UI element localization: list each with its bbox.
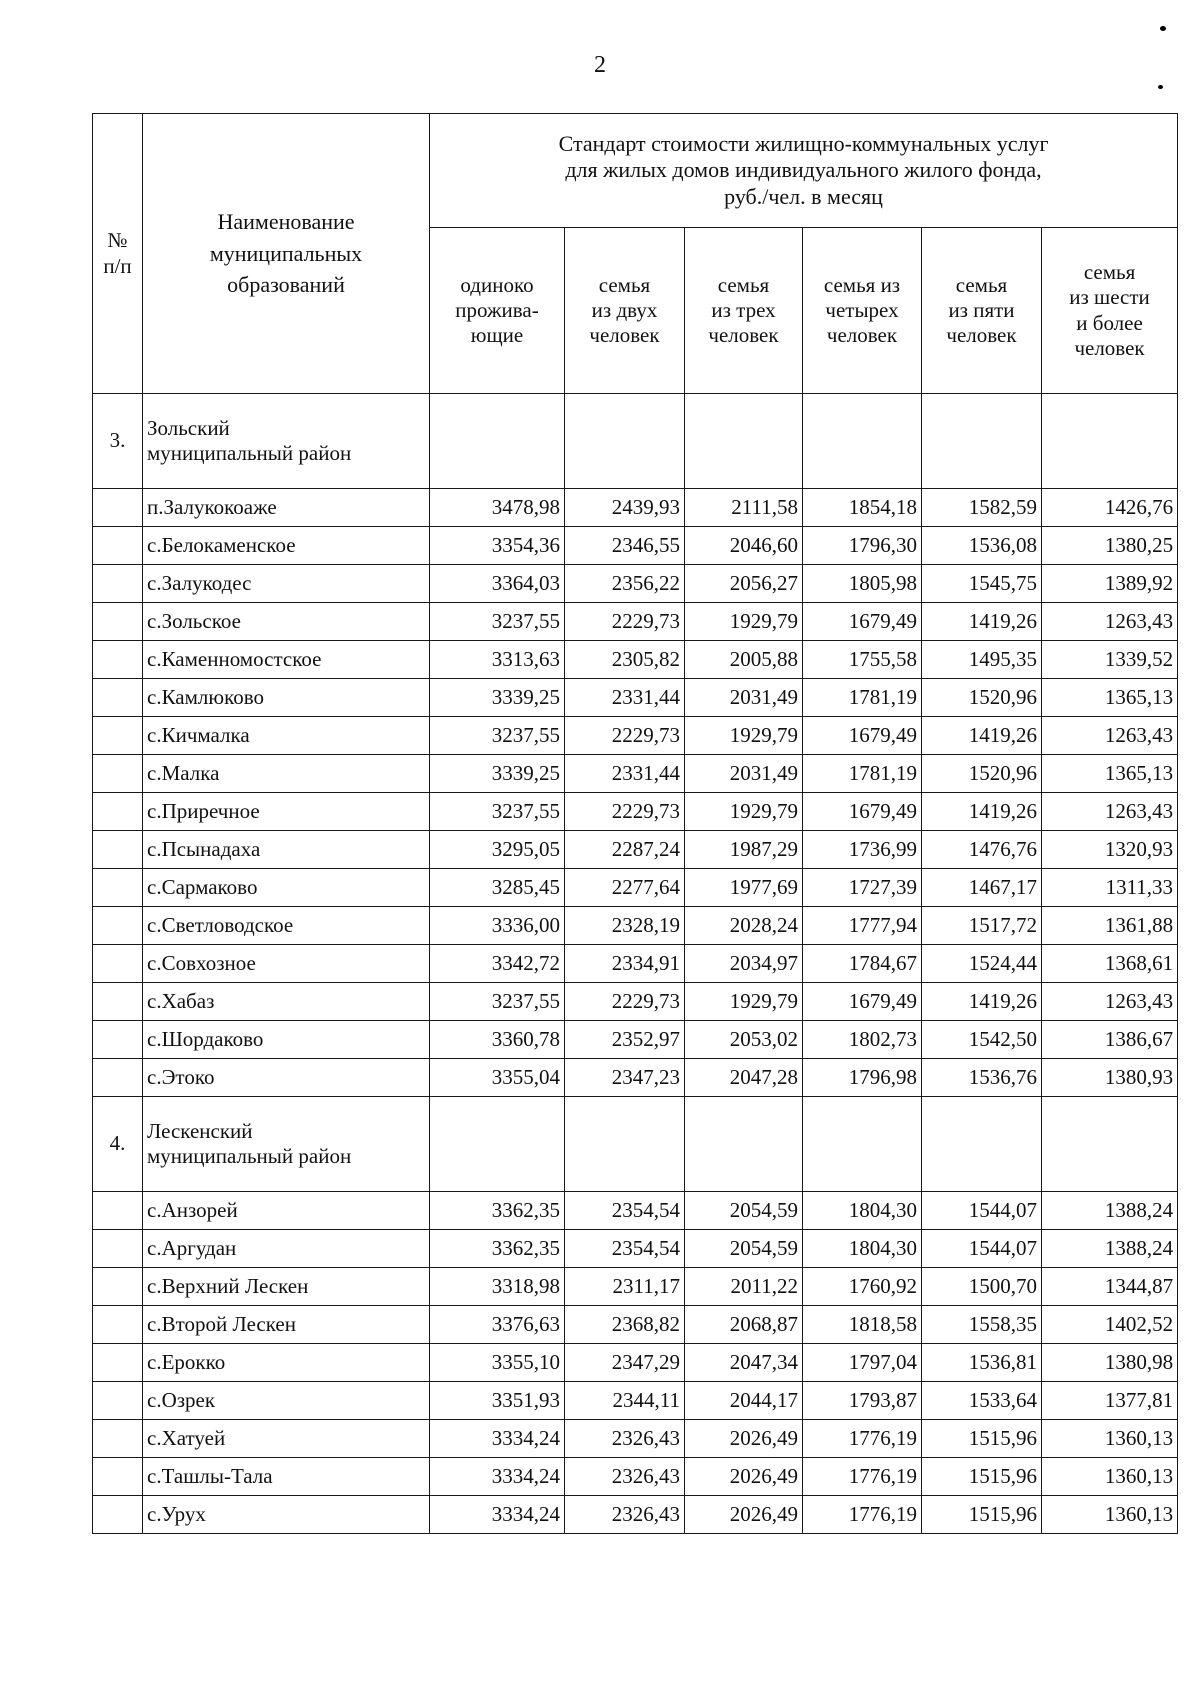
cost-value-4: 1781,19 [803, 755, 922, 793]
group-name [143, 1097, 430, 1192]
header-column-text: прожива- [455, 297, 539, 322]
cost-value-2: 2229,73 [565, 793, 685, 831]
header-cost-standard [430, 114, 1178, 228]
settlement-name: с.Озрек [143, 1382, 430, 1420]
row-num-cell [93, 641, 143, 679]
cost-value-1: 3295,05 [430, 831, 565, 869]
table-row [93, 565, 1178, 603]
cost-value-3: 2044,17 [685, 1382, 803, 1420]
group-row [93, 1097, 1178, 1192]
cost-value-6: 1386,67 [1042, 1021, 1178, 1059]
cost-value-5: 1558,35 [922, 1306, 1042, 1344]
empty-cell [685, 394, 803, 489]
settlement-name: с.Светловодское [143, 907, 430, 945]
cost-value-1: 3360,78 [430, 1021, 565, 1059]
table-row [93, 907, 1178, 945]
group-number: 3. [93, 394, 143, 489]
table-row [93, 603, 1178, 641]
settlement-name: с.Белокаменское [143, 527, 430, 565]
settlement-name: с.Второй Лескен [143, 1306, 430, 1344]
cost-value-3: 2068,87 [685, 1306, 803, 1344]
row-num-cell [93, 869, 143, 907]
table-row [93, 1496, 1178, 1534]
header-column-text: ющие [470, 323, 524, 348]
cost-value-3: 2056,27 [685, 565, 803, 603]
cost-value-2: 2354,54 [565, 1230, 685, 1268]
empty-cell [430, 394, 565, 489]
table-row [93, 1382, 1178, 1420]
header-column-5 [922, 228, 1042, 394]
cost-value-2: 2439,93 [565, 489, 685, 527]
empty-cell [565, 1097, 685, 1192]
cost-value-3: 1987,29 [685, 831, 803, 869]
cost-value-5: 1536,81 [922, 1344, 1042, 1382]
cost-value-5: 1520,96 [922, 679, 1042, 717]
cost-value-6: 1402,52 [1042, 1306, 1178, 1344]
cost-value-1: 3478,98 [430, 489, 565, 527]
group-name-text: Лескенский [147, 1118, 253, 1143]
cost-value-3: 1929,79 [685, 603, 803, 641]
header-name-text: образований [227, 272, 345, 298]
cost-value-5: 1495,35 [922, 641, 1042, 679]
cost-value-6: 1360,13 [1042, 1420, 1178, 1458]
row-num-cell [93, 527, 143, 565]
cost-value-4: 1793,87 [803, 1382, 922, 1420]
header-column-3 [685, 228, 803, 394]
settlement-name: с.Зольское [143, 603, 430, 641]
row-num-cell [93, 1230, 143, 1268]
cost-value-4: 1727,39 [803, 869, 922, 907]
tariff-table [92, 113, 1178, 1534]
settlement-name: с.Псынадаха [143, 831, 430, 869]
cost-value-6: 1361,88 [1042, 907, 1178, 945]
header-column-6 [1042, 228, 1178, 394]
cost-value-5: 1500,70 [922, 1268, 1042, 1306]
cost-value-2: 2368,82 [565, 1306, 685, 1344]
cost-value-1: 3362,35 [430, 1192, 565, 1230]
cost-value-5: 1517,72 [922, 907, 1042, 945]
header-column-text: четырех [825, 297, 899, 322]
table-row [93, 1192, 1178, 1230]
settlement-name: с.Ерокко [143, 1344, 430, 1382]
settlement-name: с.Анзорей [143, 1192, 430, 1230]
table-row [93, 1458, 1178, 1496]
header-column-text: из пяти [948, 297, 1015, 322]
cost-value-2: 2334,91 [565, 945, 685, 983]
cost-value-6: 1263,43 [1042, 793, 1178, 831]
cost-value-2: 2277,64 [565, 869, 685, 907]
cost-value-3: 2054,59 [685, 1230, 803, 1268]
cost-value-6: 1311,33 [1042, 869, 1178, 907]
header-column-text: человек [708, 323, 779, 348]
cost-value-4: 1796,98 [803, 1059, 922, 1097]
cost-value-6: 1263,43 [1042, 717, 1178, 755]
table-body [93, 394, 1178, 1534]
header-column-text: семья [1083, 260, 1136, 285]
group-name-text: муниципальный район [147, 441, 352, 465]
cost-value-6: 1380,93 [1042, 1059, 1178, 1097]
settlement-name: с.Этоко [143, 1059, 430, 1097]
cost-value-3: 2047,28 [685, 1059, 803, 1097]
cost-value-3: 2026,49 [685, 1496, 803, 1534]
settlement-name: с.Шордаково [143, 1021, 430, 1059]
cost-value-3: 2026,49 [685, 1458, 803, 1496]
cost-value-2: 2326,43 [565, 1458, 685, 1496]
cost-value-6: 1365,13 [1042, 679, 1178, 717]
cost-value-4: 1781,19 [803, 679, 922, 717]
settlement-name: с.Хабаз [143, 983, 430, 1021]
cost-value-2: 2347,29 [565, 1344, 685, 1382]
row-num-cell [93, 983, 143, 1021]
settlement-name: с.Ташлы-Тала [143, 1458, 430, 1496]
header-column-text: человек [1074, 335, 1145, 360]
empty-cell [1042, 394, 1178, 489]
empty-cell [565, 394, 685, 489]
empty-cell [803, 1097, 922, 1192]
group-row [93, 394, 1178, 489]
cost-value-2: 2331,44 [565, 679, 685, 717]
row-num-cell [93, 755, 143, 793]
cost-value-3: 2111,58 [685, 489, 803, 527]
cost-value-1: 3355,10 [430, 1344, 565, 1382]
cost-value-5: 1515,96 [922, 1420, 1042, 1458]
settlement-name: с.Совхозное [143, 945, 430, 983]
settlement-name: с.Каменномостское [143, 641, 430, 679]
header-cost-standard-text: Стандарт стоимости жилищно-коммунальных услуг [558, 130, 1049, 156]
cost-value-5: 1515,96 [922, 1458, 1042, 1496]
cost-value-1: 3339,25 [430, 755, 565, 793]
row-num-cell [93, 565, 143, 603]
header-num-text: № [107, 228, 128, 253]
cost-value-1: 3336,00 [430, 907, 565, 945]
row-num-cell [93, 1382, 143, 1420]
settlement-name: п.Залукокоаже [143, 489, 430, 527]
cost-value-5: 1533,64 [922, 1382, 1042, 1420]
cost-value-5: 1544,07 [922, 1230, 1042, 1268]
cost-value-1: 3342,72 [430, 945, 565, 983]
row-num-cell [93, 1192, 143, 1230]
cost-value-4: 1818,58 [803, 1306, 922, 1344]
cost-value-5: 1544,07 [922, 1192, 1042, 1230]
cost-value-6: 1263,43 [1042, 983, 1178, 1021]
cost-value-4: 1776,19 [803, 1496, 922, 1534]
table-row [93, 1306, 1178, 1344]
cost-value-1: 3285,45 [430, 869, 565, 907]
table-row [93, 1420, 1178, 1458]
cost-value-3: 2034,97 [685, 945, 803, 983]
cost-value-1: 3351,93 [430, 1382, 565, 1420]
cost-value-4: 1796,30 [803, 527, 922, 565]
scan-speck [1160, 26, 1166, 31]
empty-cell [685, 1097, 803, 1192]
cost-value-6: 1263,43 [1042, 603, 1178, 641]
settlement-name: с.Верхний Лескен [143, 1268, 430, 1306]
header-column-1 [430, 228, 565, 394]
cost-value-5: 1515,96 [922, 1496, 1042, 1534]
cost-value-5: 1545,75 [922, 565, 1042, 603]
cost-value-5: 1520,96 [922, 755, 1042, 793]
cost-value-1: 3237,55 [430, 793, 565, 831]
cost-value-5: 1419,26 [922, 983, 1042, 1021]
cost-value-6: 1380,25 [1042, 527, 1178, 565]
group-name-text: Зольский [147, 415, 230, 440]
cost-value-5: 1542,50 [922, 1021, 1042, 1059]
cost-value-2: 2347,23 [565, 1059, 685, 1097]
settlement-name: с.Хатуей [143, 1420, 430, 1458]
cost-value-4: 1679,49 [803, 793, 922, 831]
row-num-cell [93, 1344, 143, 1382]
cost-value-4: 1679,49 [803, 983, 922, 1021]
row-num-cell [93, 489, 143, 527]
cost-value-5: 1419,26 [922, 717, 1042, 755]
empty-cell [922, 394, 1042, 489]
header-column-text: одиноко [460, 272, 534, 297]
row-num-cell [93, 717, 143, 755]
row-num-cell [93, 679, 143, 717]
cost-value-5: 1536,76 [922, 1059, 1042, 1097]
cost-value-3: 2046,60 [685, 527, 803, 565]
cost-value-1: 3364,03 [430, 565, 565, 603]
group-number: 4. [93, 1097, 143, 1192]
header-column-text: из двух [591, 297, 658, 322]
cost-value-4: 1755,58 [803, 641, 922, 679]
table-row [93, 641, 1178, 679]
cost-value-2: 2229,73 [565, 717, 685, 755]
cost-value-3: 2031,49 [685, 679, 803, 717]
cost-value-2: 2352,97 [565, 1021, 685, 1059]
cost-value-3: 2005,88 [685, 641, 803, 679]
cost-value-5: 1467,17 [922, 869, 1042, 907]
cost-value-3: 1929,79 [685, 717, 803, 755]
cost-value-4: 1854,18 [803, 489, 922, 527]
header-column-text: и более [1076, 310, 1143, 335]
cost-value-4: 1736,99 [803, 831, 922, 869]
cost-value-6: 1377,81 [1042, 1382, 1178, 1420]
table-row [93, 717, 1178, 755]
cost-value-1: 3237,55 [430, 603, 565, 641]
page-number: 2 [594, 52, 606, 78]
settlement-name: с.Приречное [143, 793, 430, 831]
table-row [93, 793, 1178, 831]
row-num-cell [93, 945, 143, 983]
cost-value-3: 1929,79 [685, 793, 803, 831]
settlement-name: с.Аргудан [143, 1230, 430, 1268]
header-name [143, 114, 430, 394]
cost-value-6: 1368,61 [1042, 945, 1178, 983]
empty-cell [922, 1097, 1042, 1192]
cost-value-3: 2053,02 [685, 1021, 803, 1059]
header-column-text: человек [826, 323, 898, 348]
cost-value-1: 3355,04 [430, 1059, 565, 1097]
cost-value-6: 1388,24 [1042, 1230, 1178, 1268]
table-row [93, 755, 1178, 793]
cost-value-1: 3376,63 [430, 1306, 565, 1344]
cost-value-6: 1388,24 [1042, 1192, 1178, 1230]
row-num-cell [93, 1306, 143, 1344]
table-row [93, 945, 1178, 983]
cost-value-1: 3334,24 [430, 1458, 565, 1496]
cost-value-4: 1802,73 [803, 1021, 922, 1059]
header-column-text: семья [598, 272, 651, 297]
cost-value-2: 2346,55 [565, 527, 685, 565]
cost-value-1: 3237,55 [430, 983, 565, 1021]
header-name-text: муниципальных [209, 240, 363, 266]
cost-value-6: 1426,76 [1042, 489, 1178, 527]
group-name [143, 394, 430, 489]
row-num-cell [93, 793, 143, 831]
cost-value-3: 2054,59 [685, 1192, 803, 1230]
cost-value-4: 1777,94 [803, 907, 922, 945]
group-name-text: муниципальный район [147, 1144, 352, 1168]
cost-value-6: 1320,93 [1042, 831, 1178, 869]
cost-value-5: 1419,26 [922, 603, 1042, 641]
table-row [93, 1230, 1178, 1268]
cost-value-2: 2326,43 [565, 1496, 685, 1534]
settlement-name: с.Кичмалка [143, 717, 430, 755]
header-column-4 [803, 228, 922, 394]
cost-value-3: 1977,69 [685, 869, 803, 907]
cost-value-1: 3354,36 [430, 527, 565, 565]
table-row [93, 831, 1178, 869]
cost-value-6: 1365,13 [1042, 755, 1178, 793]
cost-value-6: 1389,92 [1042, 565, 1178, 603]
empty-cell [1042, 1097, 1178, 1192]
cost-value-3: 2026,49 [685, 1420, 803, 1458]
table-row [93, 489, 1178, 527]
row-num-cell [93, 1496, 143, 1534]
cost-value-1: 3334,24 [430, 1420, 565, 1458]
cost-value-3: 2047,34 [685, 1344, 803, 1382]
header-column-text: из шести [1069, 285, 1150, 310]
cost-value-1: 3334,24 [430, 1496, 565, 1534]
header-cost-standard-text: для жилых домов индивидуального жилого фонда, [565, 157, 1042, 183]
row-num-cell [93, 1420, 143, 1458]
cost-value-4: 1679,49 [803, 603, 922, 641]
header-column-text: семья из [823, 272, 901, 297]
cost-value-5: 1419,26 [922, 793, 1042, 831]
header-cost-standard-text: руб./чел. в месяц [724, 183, 883, 209]
cost-value-6: 1339,52 [1042, 641, 1178, 679]
table-row [93, 1059, 1178, 1097]
scan-speck [1158, 85, 1163, 89]
header-num-text: п/п [103, 253, 132, 278]
settlement-name: с.Сармаково [143, 869, 430, 907]
cost-value-4: 1784,67 [803, 945, 922, 983]
settlement-name: с.Урух [143, 1496, 430, 1534]
table-row [93, 527, 1178, 565]
header-column-text: семья [717, 272, 770, 297]
header-column-text: человек [589, 323, 660, 348]
cost-value-6: 1360,13 [1042, 1496, 1178, 1534]
empty-cell [803, 394, 922, 489]
cost-value-1: 3362,35 [430, 1230, 565, 1268]
cost-value-6: 1380,98 [1042, 1344, 1178, 1382]
cost-value-3: 1929,79 [685, 983, 803, 1021]
cost-value-4: 1679,49 [803, 717, 922, 755]
cost-value-2: 2311,17 [565, 1268, 685, 1306]
table-row [93, 983, 1178, 1021]
cost-value-1: 3237,55 [430, 717, 565, 755]
header-column-text: семья [955, 272, 1008, 297]
header-name-text: Наименование [217, 208, 355, 234]
cost-value-2: 2229,73 [565, 603, 685, 641]
cost-value-5: 1476,76 [922, 831, 1042, 869]
cost-value-6: 1344,87 [1042, 1268, 1178, 1306]
cost-value-2: 2331,44 [565, 755, 685, 793]
table-row [93, 1268, 1178, 1306]
cost-value-5: 1536,08 [922, 527, 1042, 565]
row-num-cell [93, 831, 143, 869]
cost-value-2: 2229,73 [565, 983, 685, 1021]
row-num-cell [93, 1458, 143, 1496]
cost-value-4: 1804,30 [803, 1230, 922, 1268]
cost-value-4: 1760,92 [803, 1268, 922, 1306]
table-row [93, 869, 1178, 907]
row-num-cell [93, 1268, 143, 1306]
header-column-2 [565, 228, 685, 394]
cost-value-1: 3318,98 [430, 1268, 565, 1306]
cost-value-2: 2326,43 [565, 1420, 685, 1458]
header-num [93, 114, 143, 394]
table-row [93, 679, 1178, 717]
header-column-text: из трех [711, 297, 776, 322]
cost-value-5: 1524,44 [922, 945, 1042, 983]
header-row [93, 114, 1178, 228]
settlement-name: с.Залукодес [143, 565, 430, 603]
cost-value-3: 2028,24 [685, 907, 803, 945]
cost-value-4: 1797,04 [803, 1344, 922, 1382]
cost-value-1: 3339,25 [430, 679, 565, 717]
cost-value-2: 2354,54 [565, 1192, 685, 1230]
cost-value-2: 2356,22 [565, 565, 685, 603]
cost-value-4: 1776,19 [803, 1458, 922, 1496]
row-num-cell [93, 1021, 143, 1059]
settlement-name: с.Малка [143, 755, 430, 793]
cost-value-4: 1804,30 [803, 1192, 922, 1230]
row-num-cell [93, 603, 143, 641]
row-num-cell [93, 907, 143, 945]
table-row [93, 1021, 1178, 1059]
cost-value-5: 1582,59 [922, 489, 1042, 527]
table-row [93, 1344, 1178, 1382]
header-column-text: человек [946, 323, 1017, 348]
cost-value-2: 2287,24 [565, 831, 685, 869]
cost-value-4: 1805,98 [803, 565, 922, 603]
table-header [93, 114, 1178, 394]
cost-value-4: 1776,19 [803, 1420, 922, 1458]
cost-value-6: 1360,13 [1042, 1458, 1178, 1496]
cost-value-2: 2344,11 [565, 1382, 685, 1420]
cost-value-1: 3313,63 [430, 641, 565, 679]
settlement-name: с.Камлюково [143, 679, 430, 717]
row-num-cell [93, 1059, 143, 1097]
empty-cell [430, 1097, 565, 1192]
cost-value-3: 2011,22 [685, 1268, 803, 1306]
cost-value-2: 2328,19 [565, 907, 685, 945]
cost-value-2: 2305,82 [565, 641, 685, 679]
cost-value-3: 2031,49 [685, 755, 803, 793]
